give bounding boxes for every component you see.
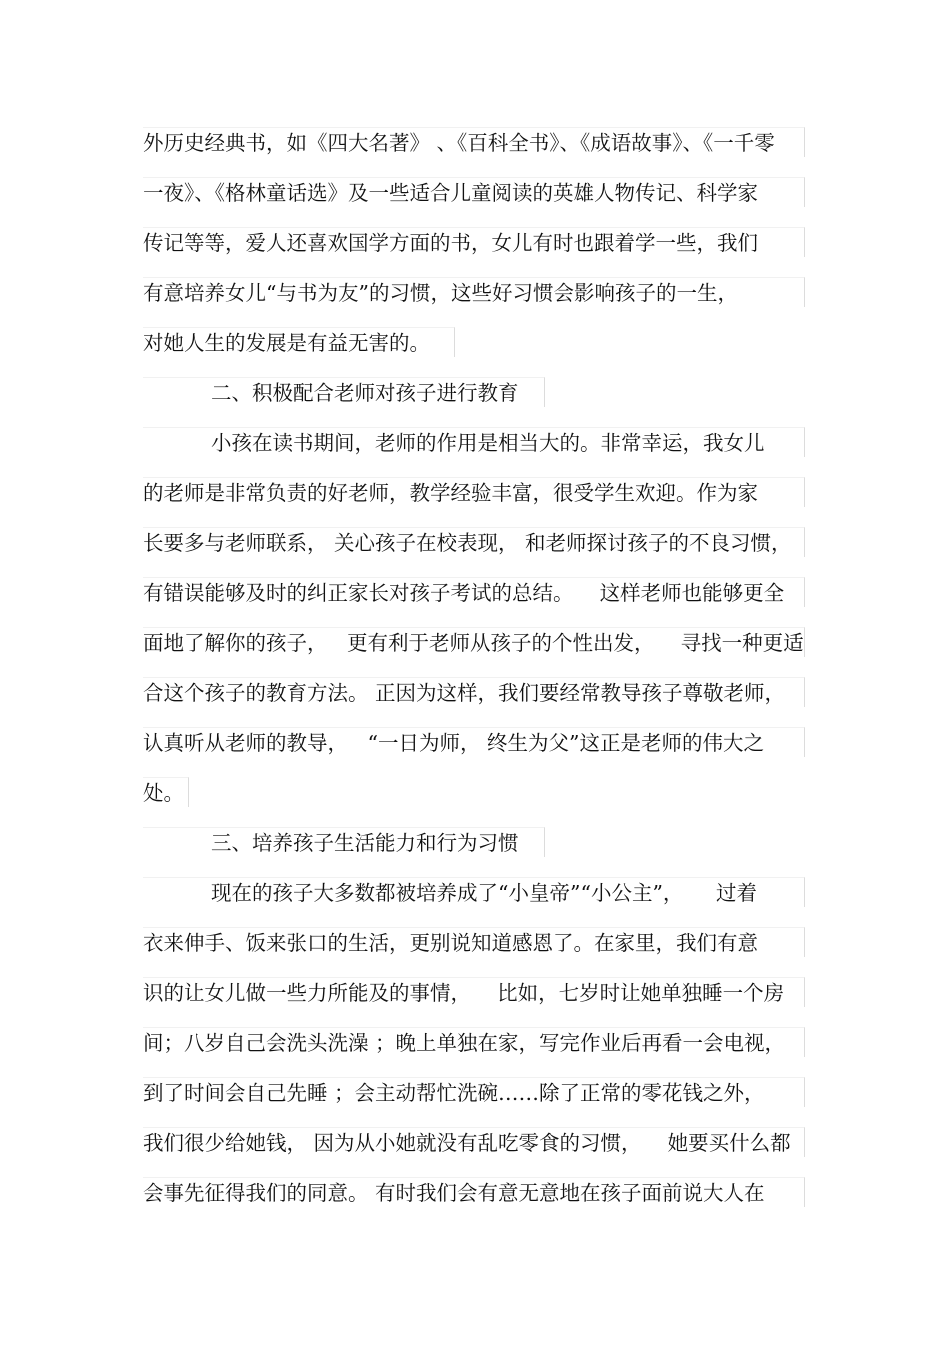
text-line: 的老师是非常负责的好老师，教学经验丰富，很受学生欢迎。作为家 xyxy=(143,477,805,507)
section-heading-3: 三、培养孩子生活能力和行为习惯 xyxy=(143,827,545,857)
text-line: 间；八岁自己会洗头洗澡 ；晚上单独在家，写完作业后再看一会电视， xyxy=(143,1027,805,1057)
text-line: 传记等等，爱人还喜欢国学方面的书，女儿有时也跟着学一些，我们 xyxy=(143,227,805,257)
text-line: 有错误能够及时的纠正家长对孩子考试的总结。 这样老师也能够更全 xyxy=(143,577,805,607)
text-line: 面地了解你的孩子， 更有利于老师从孩子的个性出发， 寻找一种更适 xyxy=(143,627,805,657)
text-line: 小孩在读书期间，老师的作用是相当大的。非常幸运，我女儿 xyxy=(143,427,805,457)
text-line: 现在的孩子大多数都被培养成了“小皇帝”“小公主”， 过着 xyxy=(143,877,805,907)
text-line: 会事先征得我们的同意。 有时我们会有意无意地在孩子面前说大人在 xyxy=(143,1177,805,1207)
text-line: 外历史经典书，如《四大名著》 、《百科全书》、《成语故事》、《一千零 xyxy=(143,127,805,157)
text-line: 有意培养女儿“与书为友”的习惯，这些好习惯会影响孩子的一生， xyxy=(143,277,805,307)
text-line: 我们很少给她钱， 因为从小她就没有乱吃零食的习惯， 她要买什么都 xyxy=(143,1127,805,1157)
text-line: 认真听从老师的教导， “一日为师， 终生为父”这正是老师的伟大之 xyxy=(143,727,805,757)
text-line: 合这个孩子的教育方法。 正因为这样，我们要经常教导孩子尊敬老师， xyxy=(143,677,805,707)
text-line: 衣来伸手、饭来张口的生活，更别说知道感恩了。在家里，我们有意 xyxy=(143,927,805,957)
text-line: 到了时间会自己先睡 ；会主动帮忙洗碗……除了正常的零花钱之外， xyxy=(143,1077,805,1107)
text-line: 长要多与老师联系， 关心孩子在校表现， 和老师探讨孩子的不良习惯， xyxy=(143,527,805,557)
text-line: 对她人生的发展是有益无害的。 xyxy=(143,327,455,357)
section-heading-2: 二、积极配合老师对孩子进行教育 xyxy=(143,377,545,407)
text-line: 一夜》、《格林童话选》及一些适合儿童阅读的英雄人物传记、科学家 xyxy=(143,177,805,207)
text-line: 识的让女儿做一些力所能及的事情， 比如，七岁时让她单独睡一个房 xyxy=(143,977,805,1007)
text-line: 处。 xyxy=(143,777,189,807)
